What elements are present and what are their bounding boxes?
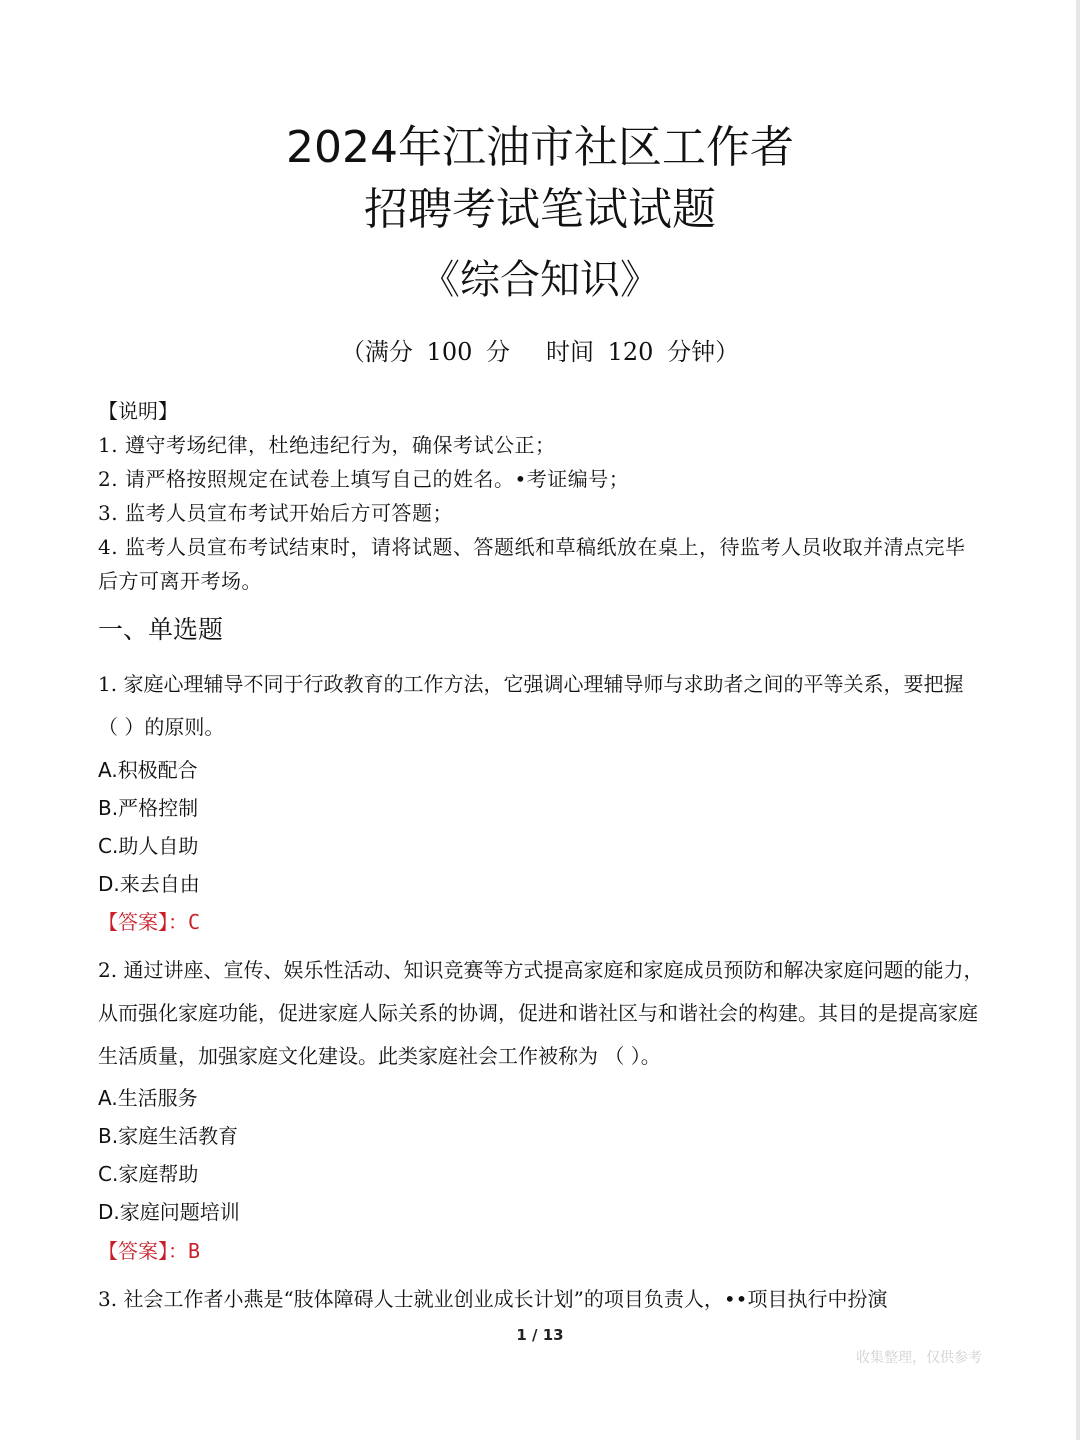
instructions-heading: 【说明】 xyxy=(98,399,178,423)
option-c: C.家庭帮助 xyxy=(98,1162,199,1186)
exam-time: 时间 120 分钟） xyxy=(546,338,740,366)
question-text: 2. 通过讲座、宣传、娱乐性活动、知识竞赛等方式提高家庭和家庭成员预防和解决家庭问题的能力，从而强化家庭功能，促进家庭人际关系的协调，促进和谐社区与和谐社会的构建。其目的是提高家庭生活质量，加强家庭文化建设。此类家庭社会工作被称为 （ ）。 xyxy=(98,958,984,1068)
option-a: A.生活服务 xyxy=(98,1086,198,1110)
page-title-line-1: 2024年江油市社区工作者 xyxy=(286,122,794,173)
full-score: （满分 100 分 xyxy=(340,338,510,366)
instruction-item: 1. 遵守考场纪律，杜绝违纪行为，确保考试公正； xyxy=(98,433,556,457)
exam-meta xyxy=(0,334,1080,370)
answer-label: 【答案】：C xyxy=(98,910,201,934)
instruction-item: 3. 监考人员宣布考试开始后方可答题； xyxy=(98,501,453,525)
answer-label: 【答案】：B xyxy=(98,1239,201,1263)
instruction-item: 2. 请严格按照规定在试卷上填写自己的姓名。•考证编号； xyxy=(98,467,630,491)
option-c: C.助人自助 xyxy=(98,834,199,858)
option-b: B.家庭生活教育 xyxy=(98,1124,239,1148)
page-title-line-2: 招聘考试笔试试题 xyxy=(364,184,716,235)
page-number: 1 / 13 xyxy=(516,1326,564,1344)
option-d: D.家庭问题培训 xyxy=(98,1200,240,1224)
watermark: 收集整理，仅供参考 xyxy=(856,1350,982,1366)
option-d: D.来去自由 xyxy=(98,872,200,896)
question-text: 1. 家庭心理辅导不同于行政教育的工作方法，它强调心理辅导师与求助者之间的平等关系，要把握 （ ）的原则。 xyxy=(98,672,964,739)
section-heading: 一、单选题 xyxy=(98,615,224,644)
option-a: A.积极配合 xyxy=(98,758,198,782)
instruction-item: 4. 监考人员宣布考试结束时，请将试题、答题纸和草稿纸放在桌上，待监考人员收取并清点完毕后方可离开考场。 xyxy=(98,535,966,593)
option-b: B.严格控制 xyxy=(98,796,199,820)
question-text: 3. 社会工作者小燕是“肢体障碍人士就业创业成长计划”的项目负责人，••项目执行中扮演 xyxy=(98,1287,888,1311)
exam-subject: 《综合知识》 xyxy=(420,257,660,303)
